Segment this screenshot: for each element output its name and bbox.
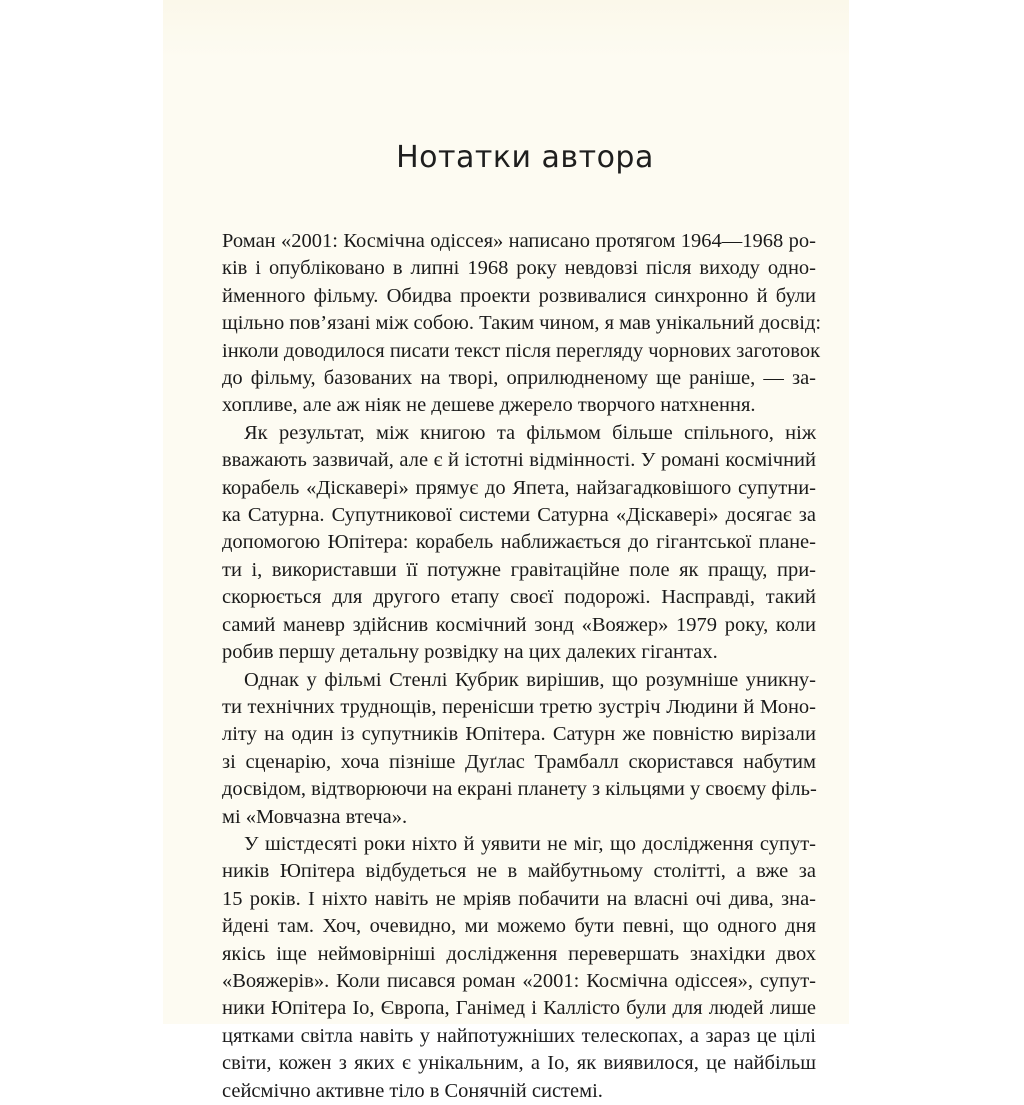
text-line: йменного фільму. Обидва проекти розвивалися синхронно й були [222,284,816,307]
paragraph [222,420,816,667]
text-line: хопливе, але аж ніяк не дешеве джерело творчого натхнення. [222,394,756,417]
text-line: скорюється для другого етапу своєї подорожі. Насправді, такий [222,586,816,609]
text-line: літу на один із супутників Юпітера. Сатурн же повністю вирізали [222,723,816,746]
chapter-body [222,228,822,1105]
text-line: зі сценарію, хоча пізніше Дуґлас Трамбалл скористався набутим [222,750,816,773]
text-line: досвідом, відтворюючи на екрані планету з кільцями у своєму філь- [222,778,817,801]
text-line: ків і опубліковано в липні 1968 року невдовзі після виходу одно- [222,257,816,280]
text-line: У шістдесяті роки ніхто й уявити не міг, що дослідження супут- [244,832,816,855]
page-shading [163,0,849,60]
text-line: щільно пов’язані між собою. Таким чином, я мав унікальний досвід: [222,312,822,335]
text-line: ка Сатурна. Супутникової системи Сатурна «Діскавері» досягає за [222,504,816,527]
text-line: сейсмічно активне тіло в Сонячній системі. [222,1079,603,1102]
text-line: інколи доводилося писати текст після перегляду чорнових заготовок [222,339,821,362]
chapter-title: Нотатки автора [396,140,654,175]
paragraph [222,831,816,1105]
text-line: 15 років. І ніхто навіть не мріяв побачити на власні очі дива, зна- [222,887,816,910]
text-line: ти технічних труднощів, перенісши третю зустріч Людини й Моно- [222,695,816,718]
text-line: вважають зазвичай, але є й істотні відмінності. У романі космічний [222,449,816,472]
text-line: Роман «2001: Космічна одіссея» написано протягом 1964—1968 ро- [222,230,816,252]
text-line: ники Юпітера Іо, Європа, Ганімед і Каллісто були для людей лише [222,997,816,1020]
text-line: Як результат, між книгою та фільмом більше спільного, ніж [244,421,816,444]
text-line: Однак у фільмі Стенлі Кубрик вирішив, що розумніше уникну- [244,668,816,691]
text-line: йдені там. Хоч, очевидно, ми можемо бути певні, що одного дня [222,915,816,938]
text-line: «Вояжерів». Коли писався роман «2001: Космічна одіссея», супут- [222,969,816,992]
text-line: світи, кожен з яких є унікальним, а Іо, як виявилося, це найбільш [222,1052,816,1075]
text-line: до фільму, базованих на творі, оприлюдненому ще раніше, — за- [222,367,816,390]
text-line: ників Юпітера відбудеться не в майбутньому столітті, а вже за [222,860,816,883]
text-line: якісь іще неймовірніші дослідження перевершать знахідки двох [222,942,816,965]
text-line: допомогою Юпітера: корабель наближається до гігантської плане- [222,531,816,554]
paragraph [222,667,816,831]
text-line: корабель «Діскавері» прямує до Япета, найзагадковішого супутни- [222,476,816,499]
text-line: робив першу детальну розвідку на цих далеких гігантах. [222,641,718,664]
text-line: мі «Мовчазна втеча». [222,805,408,828]
paragraph [222,228,822,420]
text-line: цятками світла навіть у найпотужніших телескопах, а зараз це цілі [222,1024,816,1047]
text-line: ти і, використавши її потужне гравітаційне поле як пращу, при- [222,558,816,581]
text-line: самий маневр здійснив космічний зонд «Вояжер» 1979 року, коли [222,613,816,636]
